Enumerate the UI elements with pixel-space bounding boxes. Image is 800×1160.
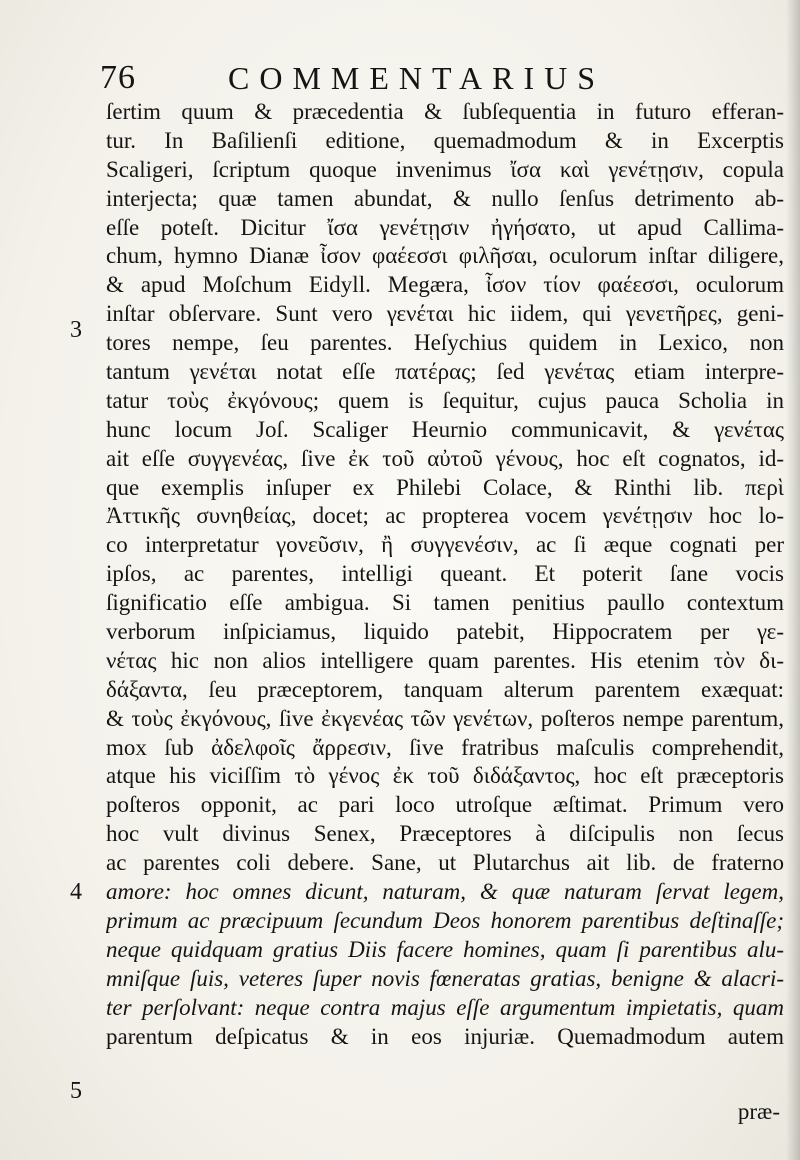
text-line-italic: ter perſolvant: neque contra majus eſſe argumentum impietatis, quam bbox=[106, 994, 784, 1020]
text-line: atque his viciſſim τὸ γένος ἐκ τοῦ διδάξαντος, hoc eſt præceptoris bbox=[106, 763, 784, 789]
text-line: νέτας hic non alios intelligere quam parentes. His etenim τὸν δι- bbox=[106, 647, 784, 673]
text-line: tur. In Baſilienſi editione, quemadmodum & in Excerptis bbox=[106, 127, 784, 153]
text-line: & apud Moſchum Eidyll. Megæra, ἶσον τίον φαέεσσι, oculorum bbox=[106, 272, 784, 298]
text-line: parentum deſpicatus & in eos injuriæ. Quemadmodum autem bbox=[106, 1023, 784, 1049]
text-line: tores nempe, ſeu parentes. Heſychius quidem in Lexico, non bbox=[106, 330, 784, 356]
text-line: chum, hymno Dianæ ἶσον φαέεσσι φιλῆσαι, oculorum inſtar diligere, bbox=[106, 243, 784, 269]
page-header bbox=[100, 58, 660, 102]
text-line: Scaligeri, ſcriptum quoque invenimus ἴσα καὶ γενέτῃσιν, copula bbox=[106, 156, 784, 182]
text-line: Ἀττικῆς συνηθείας, docet; ac propterea vocem γενέτῃσιν hoc lo- bbox=[106, 503, 784, 529]
text-line: que exemplis inſuper ex Philebi Colace, & Rinthi lib. περὶ bbox=[106, 474, 784, 500]
text-line: & τοὺς ἐκγόνους, ſive ἐκγενέας τῶν γενέτων, poſteros nempe parentum, bbox=[106, 705, 784, 731]
body-text bbox=[100, 98, 784, 1051]
text-line: ait eſſe συγγενέας, ſive ἐκ τοῦ αὐτοῦ γένους, hoc eſt cognatos, id- bbox=[106, 445, 784, 471]
page-number: 76 bbox=[100, 59, 136, 96]
text-line-italic: amore: hoc omnes dicunt, naturam, & quæ naturam ſervat legem, bbox=[106, 879, 784, 905]
text-line: poſteros opponit, ac pari loco utroſque æſtimat. Primum vero bbox=[106, 792, 784, 818]
text-line-italic: mniſque ſuis, veteres ſuper novis fœneratas gratias, benigne & alacri- bbox=[106, 965, 784, 991]
text-line: ipſos, ac parentes, intelligi queant. Et poterit ſane vocis bbox=[106, 561, 784, 587]
text-line: hunc locum Joſ. Scaliger Heurnio communicavit, & γενέτας bbox=[106, 416, 784, 442]
text-line-italic: primum ac præcipuum ſecundum Deos honorem parentibus deſtinaſſe; bbox=[106, 907, 784, 933]
text-line: hoc vult divinus Senex, Præceptores à diſcipulis non ſecus bbox=[106, 821, 784, 847]
catchword: præ- bbox=[737, 1099, 780, 1124]
text-line: co interpretatur γονεῦσιν, ἢ συγγενέσιν, ac ſi æque cognati per bbox=[106, 532, 784, 558]
text-line: ſertim quum & præcedentia & ſubſequentia in futuro efferan- bbox=[106, 99, 784, 124]
text-line: ſignificatio eſſe ambigua. Si tamen penitius paullo contextum bbox=[106, 590, 784, 616]
text-line: verborum inſpiciamus, liquido patebit, Hippocratem per γε- bbox=[106, 619, 784, 645]
text-line: tantum γενέται notat eſſe πατέρας; ſed γενέτας etiam interpre- bbox=[106, 359, 784, 385]
text-line-italic: neque quidquam gratius Diis facere homines, quam ſi parentibus alu- bbox=[106, 936, 784, 962]
marginal-number-4: 4 bbox=[70, 879, 82, 905]
text-line: tatur τοὺς ἐκγόνους; quem is ſequitur, cujus pauca Scholia in bbox=[106, 387, 784, 413]
marginal-number-3: 3 bbox=[70, 317, 82, 343]
text-line: inſtar obſervare. Sunt vero γενέται hic iidem, qui γενετῆρες, geni- bbox=[106, 301, 784, 327]
text-line: ac parentes coli debere. Sane, ut Plutarchus ait lib. de fraterno bbox=[106, 850, 784, 876]
text-line: interjecta; quæ tamen abundat, & nullo ſenſus detrimento ab- bbox=[106, 185, 784, 211]
text-line: δάξαντα, ſeu præceptorem, tanquam alterum parentem exæquat: bbox=[106, 676, 784, 702]
page-gutter-shadow bbox=[786, 0, 800, 1160]
text-line: eſſe poteſt. Dicitur ἴσα γενέτῃσιν ἠγήσατο, ut apud Callima- bbox=[106, 214, 784, 240]
marginal-number-5: 5 bbox=[70, 1078, 82, 1104]
running-title: COMMENTARIUS bbox=[228, 60, 606, 96]
text-line: mox ſub ἀδελφοῖς ἄρρεσιν, ſive fratribus maſculis comprehendit, bbox=[106, 734, 784, 760]
